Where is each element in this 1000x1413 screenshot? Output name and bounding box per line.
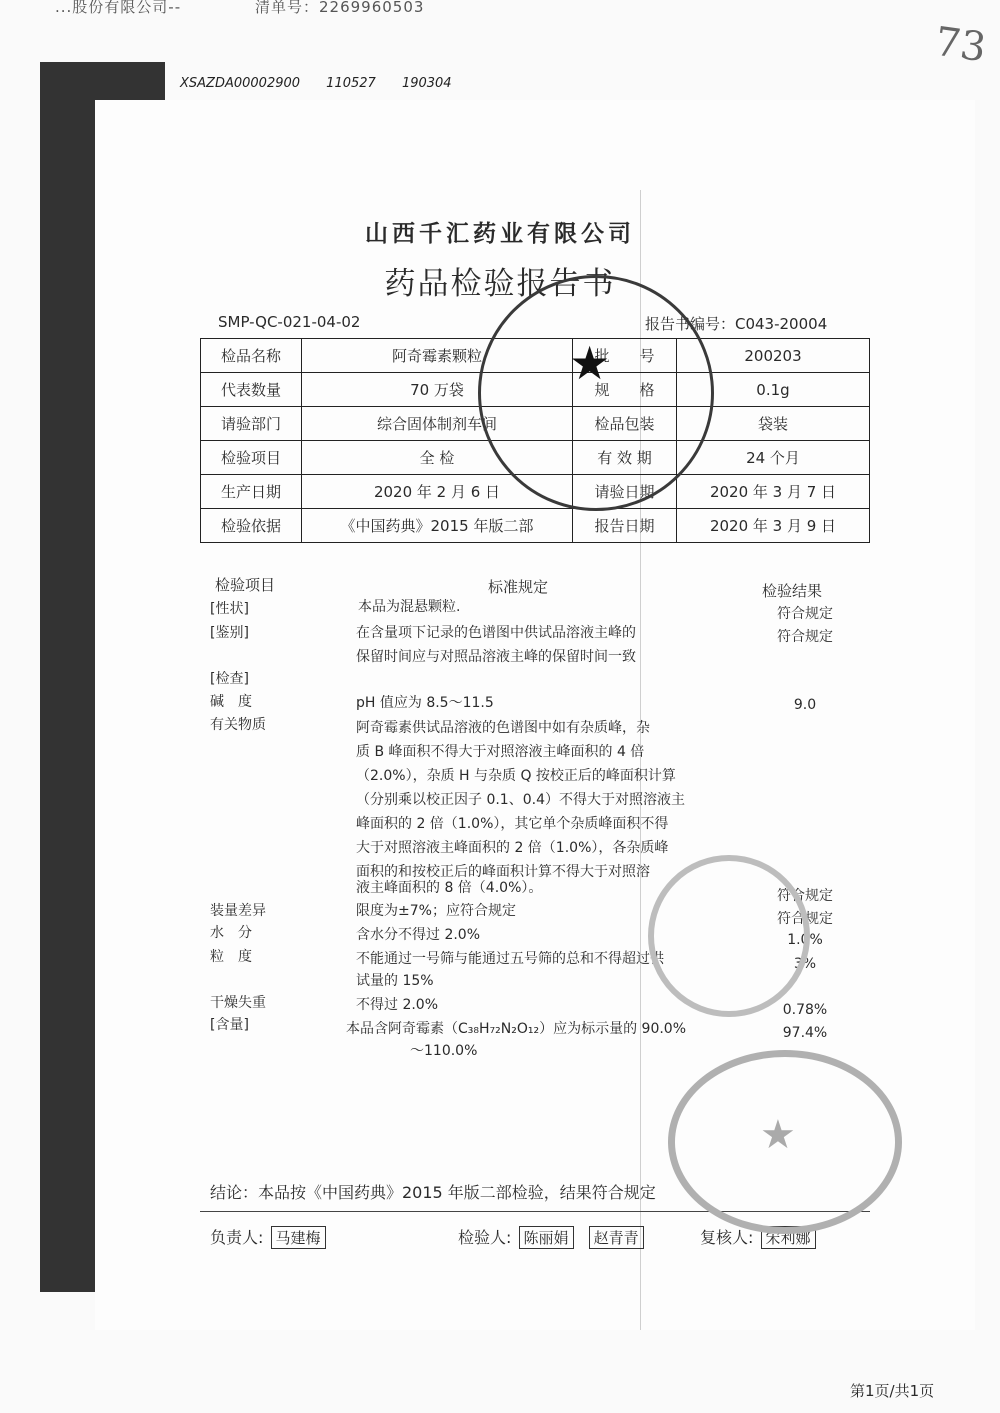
- value-product-name: 阿奇霉素颗粒: [302, 339, 573, 373]
- std-hanliang-2: ～110.0%: [410, 1043, 478, 1059]
- value-packaging: 袋装: [677, 407, 870, 441]
- std-lidu-1: 不能通过一号筛与能通过五号筛的总和不得超过供: [356, 951, 664, 967]
- corner-code-1: XSAZDA00002900: [180, 76, 301, 91]
- res-youguan: 符合规定: [777, 888, 833, 904]
- label-validity: 有 效 期: [573, 441, 677, 475]
- std-youguan-3: （2.0%），杂质 H 与杂质 Q 按校正后的峰面积计算: [356, 768, 676, 784]
- signature-inspector: [458, 1225, 644, 1249]
- cat-youguan: 有关物质: [210, 717, 266, 733]
- inspector-signature-1: 陈丽娟: [519, 1226, 574, 1249]
- responsible-label: 负责人:: [210, 1228, 264, 1247]
- table-row: [201, 509, 870, 543]
- std-youguan-1: 阿奇霉素供试品溶液的色谱图中如有杂质峰，杂: [356, 720, 650, 736]
- corner-code-3: 190304: [401, 76, 452, 91]
- label-packaging: 检品包装: [573, 407, 677, 441]
- handwritten-number: 73: [932, 18, 989, 72]
- value-basis: 《中国药典》2015 年版二部: [302, 509, 573, 543]
- scan-header-company: ...股份有限公司--: [55, 0, 182, 16]
- corner-code-2: 110527: [326, 76, 376, 91]
- res-shuifen: 1.0%: [787, 932, 823, 948]
- cat-xingzhuang: [性状]: [210, 601, 249, 617]
- std-hanliang-1: 本品含阿奇霉素（C₃₈H₇₂N₂O₁₂）应为标示量的 90.0%: [346, 1021, 687, 1037]
- reviewer-label: 复核人:: [700, 1228, 754, 1247]
- res-xingzhuang: 符合规定: [777, 606, 833, 622]
- value-report-date: 2020 年 3 月 9 日: [677, 509, 870, 543]
- header-standard: 标准规定: [488, 578, 549, 596]
- value-quantity: 70 万袋: [302, 373, 573, 407]
- value-department: 综合固体制剂车间: [302, 407, 573, 441]
- label-test-items: 检验项目: [201, 441, 302, 475]
- std-youguan-2: 质 B 峰面积不得大于对照溶液主峰面积的 4 倍: [356, 744, 645, 760]
- cat-jianbie: [鉴别]: [210, 625, 249, 641]
- conclusion: 结论：本品按《中国药典》2015 年版二部检验，结果符合规定: [210, 1183, 656, 1202]
- res-ganzao: 0.78%: [782, 1002, 828, 1018]
- quality-seal: [478, 275, 714, 511]
- faded-seal-large: [668, 1050, 902, 1234]
- cat-hanliang: [含量]: [210, 1017, 249, 1033]
- corner-codes: [180, 76, 474, 91]
- res-jiandu: 9.0: [793, 697, 817, 713]
- std-jiandu: pH 值应为 8.5～11.5: [356, 695, 494, 711]
- std-youguan-7: 面积的和按校正后的峰面积计算不得大于对照溶: [356, 864, 650, 880]
- std-jianbie-1: 在含量项下记录的色谱图中供试品溶液主峰的: [356, 625, 636, 641]
- value-request-date: 2020 年 3 月 7 日: [677, 475, 870, 509]
- std-ganzao: 不得过 2.0%: [356, 997, 439, 1013]
- label-batch-no: 批 号: [573, 339, 677, 373]
- document-title: 药品检验报告书: [384, 266, 616, 302]
- label-spec: 规 格: [573, 373, 677, 407]
- std-lidu-2: 试量的 15%: [356, 973, 434, 989]
- scan-header: [0, 0, 1000, 18]
- responsible-signature: 马建梅: [271, 1226, 326, 1249]
- std-zhuangliang: 限度为±7%；应符合规定: [356, 903, 516, 919]
- cat-jiancha: [检查]: [210, 671, 249, 687]
- report-number: 报告书编号：C043-20004: [645, 315, 828, 333]
- page-footer: 第1页/共1页: [850, 1382, 935, 1400]
- signature-responsible: [210, 1225, 326, 1249]
- header-result: 检验结果: [762, 582, 823, 600]
- label-basis: 检验依据: [201, 509, 302, 543]
- label-quantity: 代表数量: [201, 373, 302, 407]
- std-jianbie-2: 保留时间应与对照品溶液主峰的保留时间一致: [356, 649, 636, 665]
- value-spec: 0.1g: [677, 373, 870, 407]
- cat-shuifen: 水 分: [210, 925, 252, 941]
- res-jianbie: 符合规定: [777, 629, 833, 645]
- std-youguan-8: 液主峰面积的 8 倍（4.0%）。: [356, 880, 543, 896]
- seal-star-icon: ★: [569, 336, 611, 390]
- cat-lidu: 粒 度: [210, 949, 252, 965]
- reviewer-signature: 宋利娜: [761, 1226, 816, 1249]
- label-department: 请验部门: [201, 407, 302, 441]
- inspector-label: 检验人:: [458, 1228, 512, 1247]
- res-zhuangliang: 符合规定: [777, 911, 833, 927]
- faded-seal-small: [648, 855, 810, 1017]
- value-validity: 24 个月: [677, 441, 870, 475]
- label-request-date: 请验日期: [573, 475, 677, 509]
- std-youguan-6: 大于对照溶液主峰面积的 2 倍（1.0%），各杂质峰: [356, 840, 669, 856]
- seal-star-icon: ★: [760, 1112, 796, 1158]
- std-youguan-4: （分别乘以校正因子 0.1、0.4）不得大于对照溶液主: [356, 792, 685, 808]
- value-batch-no: 200203: [677, 339, 870, 373]
- std-youguan-5: 峰面积的 2 倍（1.0%），其它单个杂质峰面积不得: [356, 816, 669, 832]
- cat-ganzao: 干燥失重: [210, 995, 266, 1011]
- value-test-items: 全 检: [302, 441, 573, 475]
- document-code: SMP-QC-021-04-02: [218, 313, 361, 331]
- res-lidu: 3%: [793, 956, 817, 972]
- cat-jiandu: 碱 度: [210, 694, 252, 710]
- scan-shadow-top: [95, 62, 165, 102]
- res-hanliang: 97.4%: [782, 1025, 828, 1041]
- label-product-name: 检品名称: [201, 339, 302, 373]
- value-production-date: 2020 年 2 月 6 日: [302, 475, 573, 509]
- scan-header-list-no: 清单号：2269960503: [255, 0, 425, 16]
- company-name: 山西千汇药业有限公司: [365, 221, 635, 247]
- cat-zhuangliang: 装量差异: [210, 903, 266, 919]
- std-shuifen: 含水分不得过 2.0%: [356, 927, 481, 943]
- label-report-date: 报告日期: [573, 509, 677, 543]
- inspector-signature-2: 赵青青: [589, 1226, 644, 1249]
- label-production-date: 生产日期: [201, 475, 302, 509]
- header-test-item: 检验项目: [215, 576, 276, 594]
- std-xingzhuang: 本品为混悬颗粒.: [358, 599, 461, 615]
